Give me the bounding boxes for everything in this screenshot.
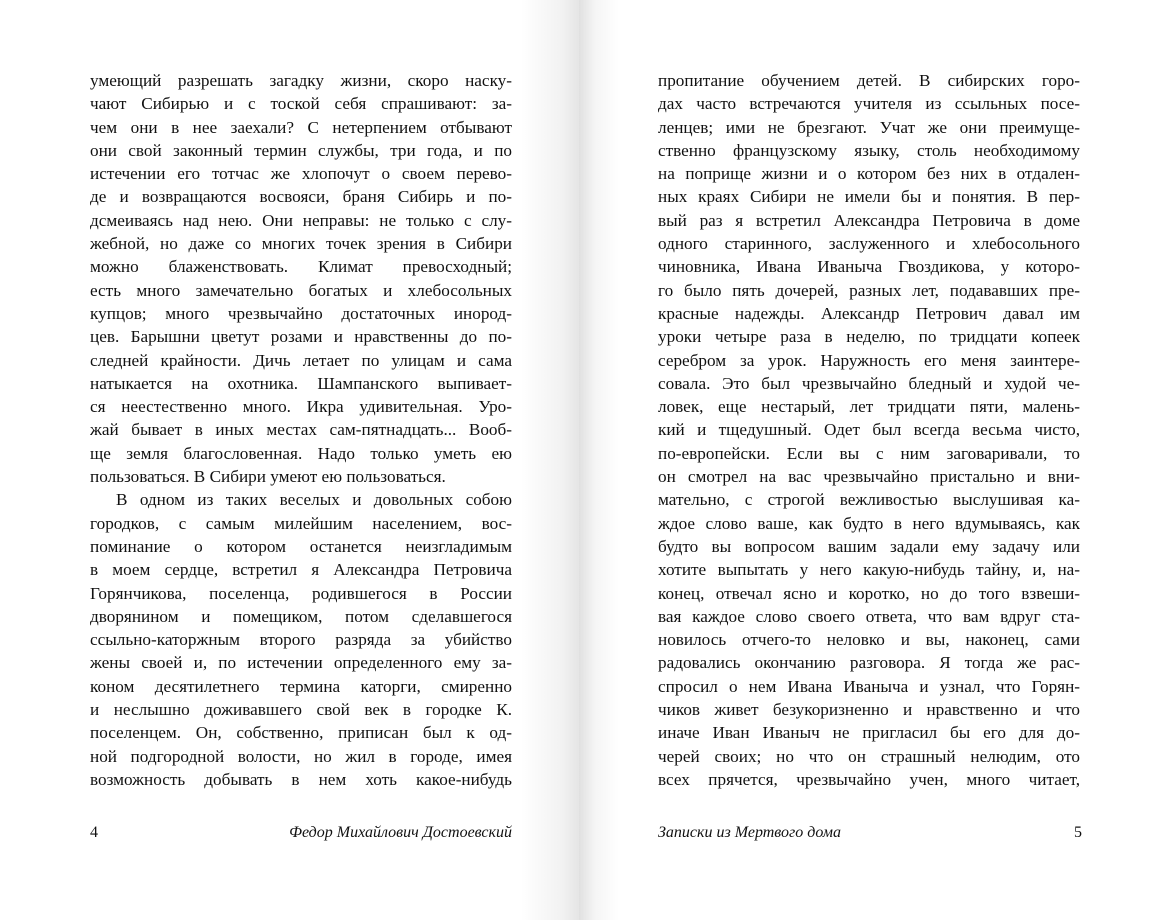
text-line: они свой законный термин службы, три года, и по <box>90 140 512 160</box>
text-line: дах часто встречаются учителя из ссыльных посе- <box>658 94 1080 114</box>
text-line: совала. Это был чрезвычайно бледный и худой че- <box>658 373 1080 393</box>
text-line: спросил о нем Ивана Иваныча и узнал, что Горян- <box>658 676 1080 696</box>
text-line: пропитание обучением детей. В сибирских горо- <box>658 71 1080 90</box>
text-line: красные надежды. Александр Петрович давал им <box>658 303 1080 323</box>
text-line: радовались окончанию разговора. Я тогда же рас- <box>658 653 1080 673</box>
text-line: де и возвращаются восвояси, браня Сибирь и по- <box>90 187 512 207</box>
text-line: новилось отчего-то неловко и вы, наконец, сами <box>658 630 1080 650</box>
text-line: одного старинного, заслуженного и хлебосольного <box>658 234 1080 254</box>
text-line: дсмеиваясь над нею. Они неправы: не только с слу- <box>90 210 512 230</box>
right-page <box>579 0 1158 920</box>
text-line: ной подгородной волости, но жил в городе, имея <box>90 746 512 766</box>
text-line: на поприще жизни и о котором без них в отдален- <box>658 164 1080 184</box>
text-line: кий и тщедушный. Одет был всегда весьма чисто, <box>658 420 1080 440</box>
text-line: В одном из таких веселых и довольных собою <box>116 490 512 510</box>
text-line: го было пять дочерей, разных лет, подававших пре- <box>658 280 1080 300</box>
text-line: уроки четыре раза в неделю, по тридцати копеек <box>658 327 1080 347</box>
text-line: дворянином и помещиком, потом сделавшегося <box>90 606 512 626</box>
text-line: купцов; много чрезвычайно достаточных инород- <box>90 303 512 323</box>
text-line: чиновника, Ивана Иваныча Гвоздикова, у которо- <box>658 257 1080 277</box>
text-line: пользоваться. В Сибири умеют ею пользоваться. <box>90 467 446 487</box>
text-line: истечении его тотчас же хлопочут о своем перево- <box>90 164 512 184</box>
running-head-author: Федор Михайлович Достоевский <box>289 824 512 841</box>
text-line: черей своих; но что он страшный нелюдим, ото <box>658 746 1080 766</box>
text-line: и неслышно доживавшего свой век в городке К. <box>90 700 512 720</box>
text-line: жены своей и, по истечении определенного ему за- <box>90 653 512 673</box>
text-line: чиков живет безукоризненно и нравственно и что <box>658 700 1080 720</box>
text-line: вый раз я встретил Александра Петровича в доме <box>658 210 1080 230</box>
text-line: умеющий разрешать загадку жизни, скоро наску- <box>90 71 512 90</box>
left-page-text <box>90 69 512 791</box>
text-line: следней крайности. Дичь летает по улицам и сама <box>90 350 512 370</box>
text-line: поселенцем. Он, собственно, приписан был к од- <box>90 723 512 743</box>
text-line: поминание о котором останется неизгладимым <box>90 536 512 556</box>
gutter-shadow-left <box>520 0 579 920</box>
gutter-shadow-right <box>579 0 619 920</box>
text-line: конец, отвечал ясно и коротко, но до того взвеши- <box>658 583 1080 603</box>
running-head-title: Записки из Мертвого дома <box>658 824 841 841</box>
text-line: ждое слово ваше, как будто в него вдумываясь, как <box>658 513 1080 533</box>
text-line: чают Сибирью и с тоской себя спрашивают: за- <box>90 94 512 114</box>
text-line: по-европейски. Если вы с ним заговаривали, то <box>658 443 1080 463</box>
text-line: ловек, еще нестарый, лет тридцати пяти, малень- <box>658 397 1080 417</box>
text-line: серебром за урок. Наружность его меня заинтере- <box>658 350 1080 370</box>
text-line: он смотрел на вас чрезвычайно пристально и вни- <box>658 467 1080 487</box>
text-line: ся неестественно много. Икра удивительная. Уро- <box>90 397 512 417</box>
text-line: возможность добывать в нем хоть какое-нибудь <box>90 769 512 789</box>
text-line: коном десятилетнего термина каторги, смиренно <box>90 676 512 696</box>
page-number-right: 5 <box>1074 824 1082 841</box>
text-line: Горянчикова, поселенца, родившегося в России <box>90 583 512 603</box>
text-line: хотите выпытать у него какую-нибудь тайну, и, на- <box>658 560 1080 580</box>
page-number-left: 4 <box>90 824 98 841</box>
text-line: цев. Барышни цветут розами и нравственны до по- <box>90 327 512 347</box>
text-line: жай бывает в иных местах сам-пятнадцать... Вооб- <box>90 420 512 440</box>
text-line: городков, с самым милейшим населением, вос- <box>90 513 512 533</box>
text-line: всех прячется, чрезвычайно учен, много читает, <box>658 769 1080 789</box>
text-line: ственно французскому языку, столь необходимому <box>658 140 1080 160</box>
text-line: вая каждое слово своего ответа, что вам вдруг ста- <box>658 606 1080 626</box>
text-line: иначе Иван Иваныч не пригласил бы его для до- <box>658 723 1080 743</box>
text-line: можно блаженствовать. Климат превосходный; <box>90 257 512 277</box>
text-line: будто вы вопросом вашим задали ему задачу или <box>658 536 1080 556</box>
text-line: ще земля благословенная. Надо только уметь ею <box>90 443 512 463</box>
text-line: натыкается на охотника. Шампанского выпивает- <box>90 373 512 393</box>
right-page-text <box>658 69 1080 791</box>
text-line: жебной, но даже со многих точек зрения в Сибири <box>90 234 512 254</box>
text-line: ленцев; ими не брезгают. Учат же они преимуще- <box>658 117 1080 137</box>
text-line: чем они в нее заехали? С нетерпением отбывают <box>90 117 512 137</box>
text-line: есть много замечательно богатых и хлебосольных <box>90 280 512 300</box>
text-line: ных краях Сибири не имели бы и понятия. В пер- <box>658 187 1080 207</box>
text-line: ссыльно-каторжным второго разряда за убийство <box>90 630 512 650</box>
text-line: в моем сердце, встретил я Александра Петровича <box>90 560 512 580</box>
text-line: мательно, с строгой вежливостью выслушивая ка- <box>658 490 1080 510</box>
